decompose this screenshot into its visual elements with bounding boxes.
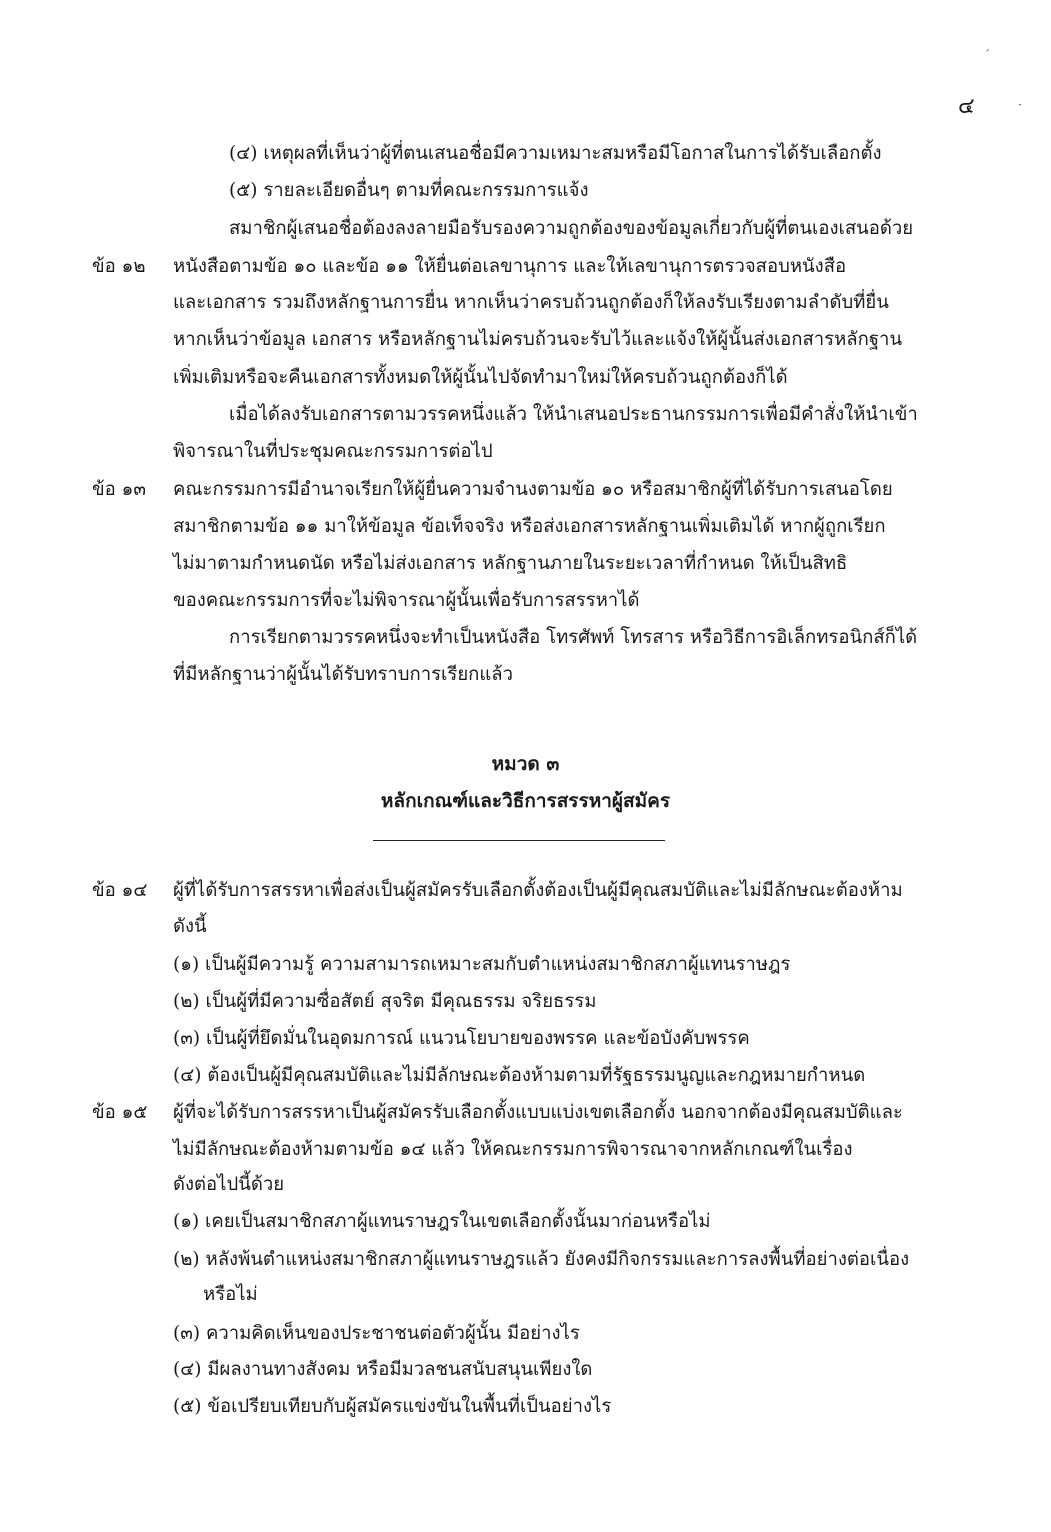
list-item: (๓) ความคิดเห็นของประชาชนต่อตัวผู้นั้น มีอย่างไร [173, 1323, 580, 1344]
chapter-subtitle: หลักเกณฑ์และวิธีการสรรหาผู้สมัคร [380, 790, 671, 812]
paragraph-line: ของคณะกรรมการที่จะไม่พิจารณาผู้นั้นเพื่อรับการสรรหาได้ [173, 590, 640, 611]
paragraph-line: หากเห็นว่าข้อมูล เอกสาร หรือหลักฐานไม่ครบถ้วนจะรับไว้และแจ้งให้ผู้นั้นส่งเอกสารหลักฐาน [173, 329, 903, 350]
paragraph-line: ดังนี้ [173, 916, 207, 937]
paragraph-line: เมื่อได้ลงรับเอกสารตามวรรคหนึ่งแล้ว ให้นำเสนอประธานกรรมการเพื่อมีคำสั่งให้นำเข้า [229, 404, 918, 425]
list-item: (๑) เป็นผู้มีความรู้ ความสามารถเหมาะสมกับตำแหน่งสมาชิกสภาผู้แทนราษฎร [173, 954, 791, 975]
list-item-continuation: หรือไม่ [203, 1284, 258, 1305]
paragraph-line: ไม่มาตามกำหนดนัด หรือไม่ส่งเอกสาร หลักฐานภายในระยะเวลาที่กำหนด ให้เป็นสิทธิ [173, 553, 848, 574]
list-item: (๑) เคยเป็นสมาชิกสภาผู้แทนราษฎรในเขตเลือกตั้งนั้นมาก่อนหรือไม่ [173, 1211, 711, 1232]
paragraph-line: การเรียกตามวรรคหนึ่งจะทำเป็นหนังสือ โทรศัพท์ โทรสาร หรือวิธีการอิเล็กทรอนิกส์ก็ได้ [229, 627, 918, 648]
paragraph-line: ไม่มีลักษณะต้องห้ามตามข้อ ๑๔ แล้ว ให้คณะกรรมการพิจารณาจากหลักเกณฑ์ในเรื่อง [173, 1139, 853, 1160]
paragraph-line: หนังสือตามข้อ ๑๐ และข้อ ๑๑ ให้ยื่นต่อเลขานุการ และให้เลขานุการตรวจสอบหนังสือ [173, 256, 847, 277]
list-item: (๓) เป็นผู้ที่ยึดมั่นในอุดมการณ์ แนวนโยบายของพรรค และข้อบังคับพรรค [173, 1028, 750, 1049]
page-number: ๔ [958, 94, 975, 119]
list-item: (๔) มีผลงานทางสังคม หรือมีมวลชนสนับสนุนเพียงใด [173, 1359, 593, 1380]
chapter-title: หมวด ๓ [491, 753, 560, 775]
list-item: (๔) เหตุผลที่เห็นว่าผู้ที่ตนเสนอชื่อมีความเหมาะสมหรือมีโอกาสในการได้รับเลือกตั้ง [229, 143, 882, 164]
paragraph-line: เพิ่มเติมหรือจะคืนเอกสารทั้งหมดให้ผู้นั้นไปจัดทำมาใหม่ให้ครบถ้วนถูกต้องก็ได้ [173, 367, 788, 388]
paragraph-line: ผู้ที่จะได้รับการสรรหาเป็นผู้สมัครรับเลือกตั้งแบบแบ่งเขตเลือกตั้ง นอกจากต้องมีคุณสมบัติและ [173, 1102, 903, 1123]
list-item: (๒) เป็นผู้ที่มีความซื่อสัตย์ สุจริต มีคุณธรรม จริยธรรม [173, 991, 597, 1012]
list-item: (๕) รายละเอียดอื่นๆ ตามที่คณะกรรมการแจ้ง [229, 180, 589, 201]
paragraph-line: และเอกสาร รวมถึงหลักฐานการยื่น หากเห็นว่าครบถ้วนถูกต้องก็ให้ลงรับเรียงตามลำดับที่ยื่น [173, 292, 889, 313]
clause-label: ข้อ ๑๕ [92, 1102, 148, 1123]
paragraph-line: ที่มีหลักฐานว่าผู้นั้นได้รับทราบการเรียกแล้ว [173, 664, 514, 685]
scan-speck: ˊ [984, 48, 990, 62]
paragraph-line: คณะกรรมการมีอำนาจเรียกให้ผู้ยื่นความจำนงตามข้อ ๑๐ หรือสมาชิกผู้ที่ได้รับการเสนอโดย [173, 479, 893, 500]
scan-speck: · [1018, 98, 1022, 112]
paragraph-line: สมาชิกตามข้อ ๑๑ มาให้ข้อมูล ข้อเท็จจริง หรือส่งเอกสารหลักฐานเพิ่มเติมได้ หากผู้ถูกเรียก [173, 516, 886, 537]
list-item: (๔) ต้องเป็นผู้มีคุณสมบัติและไม่มีลักษณะต้องห้ามตามที่รัฐธรรมนูญและกฎหมายกำหนด [173, 1065, 866, 1086]
paragraph-line: พิจารณาในที่ประชุมคณะกรรมการต่อไป [173, 441, 493, 462]
list-item: (๕) ข้อเปรียบเทียบกับผู้สมัครแข่งขันในพื้นที่เป็นอย่างไร [173, 1396, 612, 1417]
heading-divider [373, 840, 665, 841]
list-item: (๒) หลังพ้นตำแหน่งสมาชิกสภาผู้แทนราษฎรแล้ว ยังคงมีกิจกรรมและการลงพื้นที่อย่างต่อเนื่อง [173, 1249, 910, 1270]
paragraph-line: ดังต่อไปนี้ด้วย [173, 1174, 285, 1195]
clause-label: ข้อ ๑๒ [92, 256, 146, 277]
paragraph-line: สมาชิกผู้เสนอชื่อต้องลงลายมือรับรองความถูกต้องของข้อมูลเกี่ยวกับผู้ที่ตนเองเสนอด้วย [229, 218, 914, 239]
clause-label: ข้อ ๑๔ [92, 880, 148, 901]
paragraph-line: ผู้ที่ได้รับการสรรหาเพื่อส่งเป็นผู้สมัครรับเลือกตั้งต้องเป็นผู้มีคุณสมบัติและไม่มีลักษณะต้องห้าม [173, 880, 903, 901]
clause-label: ข้อ ๑๓ [92, 479, 147, 500]
